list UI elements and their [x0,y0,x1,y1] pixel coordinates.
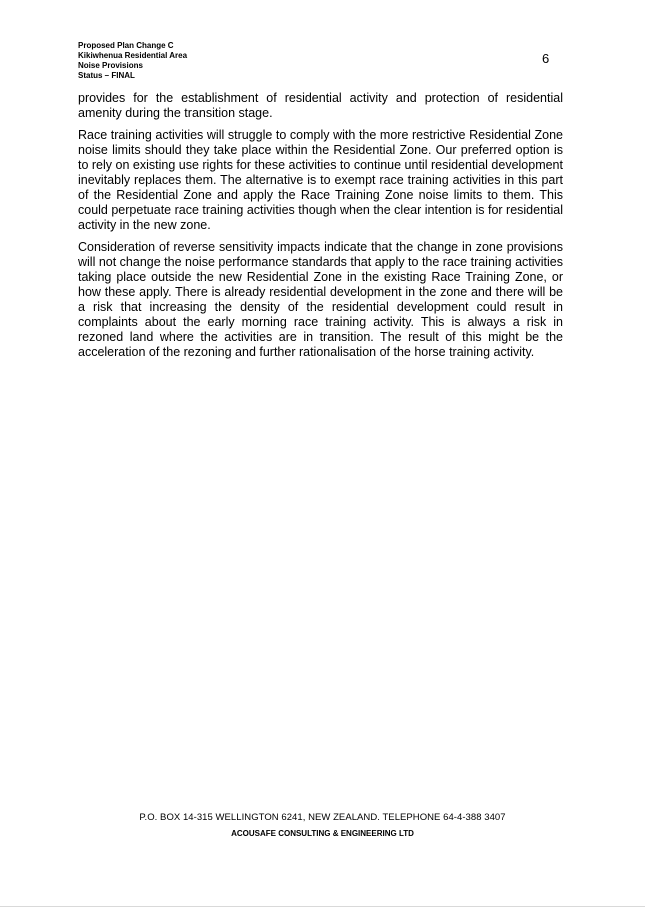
page-number: 6 [542,51,550,66]
footer-address: P.O. BOX 14-315 WELLINGTON 6241, NEW ZEALAND. TELEPHONE 64-4-388 3407 [139,812,506,823]
header-topic: Noise Provisions [78,61,143,70]
body-paragraph-3: Consideration of reverse sensitivity impacts indicate that the change in zone provisions will not change the noise performance standards that apply to the race training activities taking place outside the new Residential Zone in the existing Race Training Zone, or how these apply. There is already residential development in the zone and there will be a risk that increasing the density of the residential development could result in complaints about the early morning race training activity. This is always a risk in rezoned land where the activities are in transition. The result of this might be the acceleration of the rezoning and further rationalisation of the horse training activity. [78,240,563,359]
header-status: Status – FINAL [78,71,135,80]
header-area-name: Kikiwhenua Residential Area [78,51,188,60]
body-paragraph-1: provides for the establishment of residential activity and protection of residential amenity during the transition stage. [78,91,563,120]
document-body [78,91,563,367]
header-plan-change: Proposed Plan Change C [78,41,174,50]
footer-company: ACOUSAFE CONSULTING & ENGINEERING LTD [231,829,414,838]
document-header [78,41,187,81]
body-paragraph-2: Race training activities will struggle to comply with the more restrictive Residential Zone noise limits should they take place within the Residential Zone. Our preferred option is to rely on existing use rights for these activities to continue until residential development inevitably replaces them. The alternative is to exempt race training activities in this part of the Residential Zone and apply the Race Training Zone noise limits to them. This could perpetuate race training activities though when the clear intention is for residential activity in the new zone. [78,128,564,232]
page-bottom-rule [0,906,645,907]
